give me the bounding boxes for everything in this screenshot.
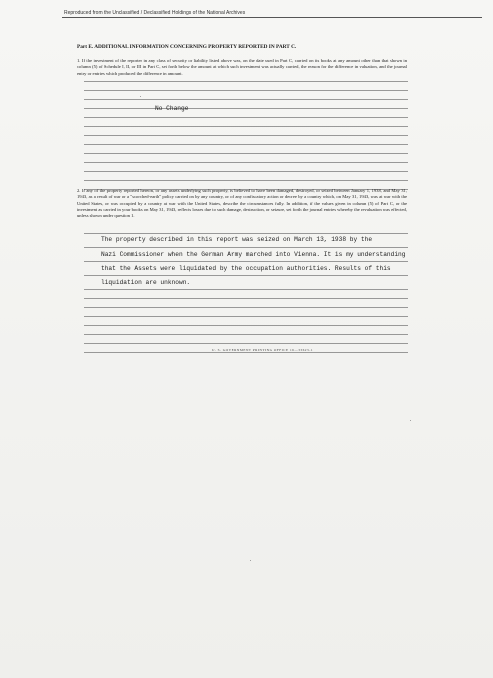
answer-2-line-4: liquidation are unknown. bbox=[101, 279, 191, 286]
answer-2-line-2: Nazi Commissioner when the German Army marched into Vienna. It is my understanding bbox=[101, 251, 406, 258]
question-1-text: 1. If the investment of the reporter in any class of security or liability listed above was, on the date used in Part C, carried on its books at any amount other than that shown in column (5) of Schedule I, II, or III in Part C, set forth below the amount at which such investment was actually carried, the reason for the difference in valuation, and the journal entry or entries which produced the difference in amount. bbox=[77, 58, 407, 76]
part-e-title: Part E. ADDITIONAL INFORMATION CONCERNING PROPERTY REPORTED IN PART C. bbox=[77, 44, 297, 50]
printing-office-note: U. S. GOVERNMENT PRINTING OFFICE 16—33623-1 bbox=[212, 348, 314, 352]
answer-2-line-1: The property described in this report was seized on March 13, 1938 by the bbox=[101, 236, 373, 243]
scan-speck bbox=[250, 560, 251, 561]
answer-1-lines bbox=[84, 81, 408, 190]
header-rule bbox=[62, 17, 482, 18]
scan-speck bbox=[140, 96, 141, 97]
archive-header-note: Reproduced from the Unclassified / Declassified Holdings of the National Archives bbox=[64, 10, 246, 16]
answer-1-text: No Change bbox=[155, 105, 189, 112]
scan-speck bbox=[410, 420, 411, 421]
answer-2-line-3: that the Assets were liquidated by the occupation authorities. Results of this bbox=[101, 265, 391, 272]
question-2-text: 2. If any of the property reported hereon, or any assets underlying such property, is believed to have been damaged, destroyed, or seized between January 1, 1938, and May 31, 1943, as a result of war or a "scorched-earth" policy carried on by any country, or of any confiscatory action or decree by a country which, on May 31, 1943, was at war with the United States, or was occupied by a country at war with the United States, describe the circumstances fully. In addition, if the values given in column (5) of Part C, or the investment as carried in your books on May 31, 1943, reflects losses due to such damage, destruction, or seizure, set forth the journal entries whereby the revaluation was effected, unless shown under question 1. bbox=[77, 188, 407, 219]
